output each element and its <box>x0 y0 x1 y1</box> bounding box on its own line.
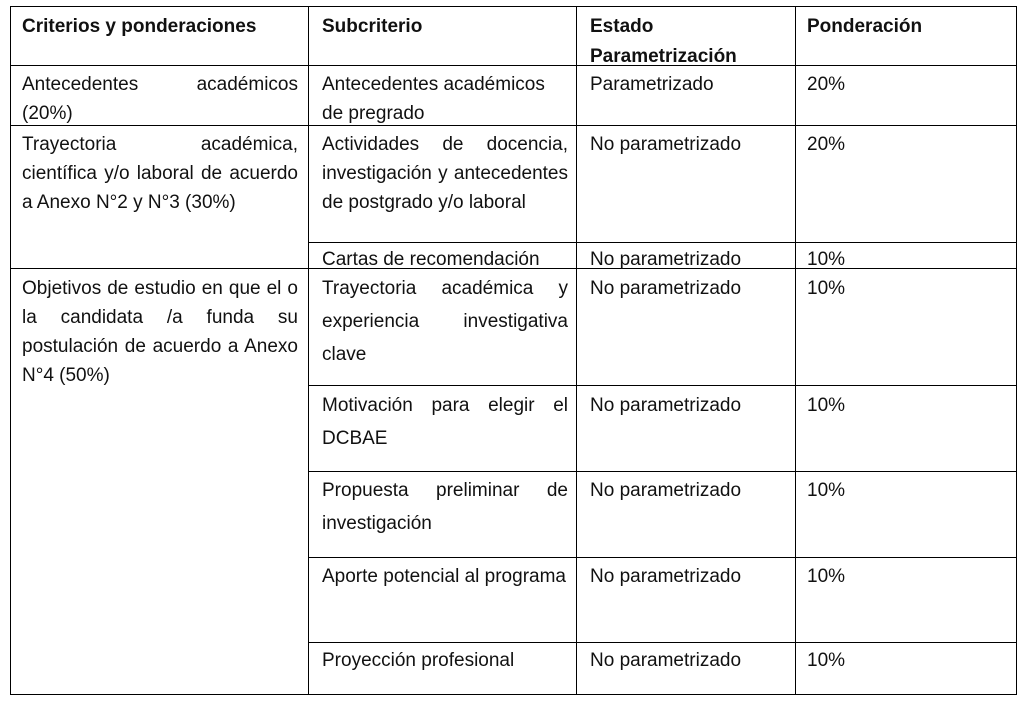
row-divider <box>308 557 1017 558</box>
subcriterio-cell: Proyección profesional <box>322 650 515 671</box>
subcriterio-cell: Actividades de docencia, investigación y antecedentes de postgrado y/o laboral <box>322 134 568 213</box>
criteria-table <box>10 6 1017 695</box>
ponderacion-cell: 10% <box>807 650 846 671</box>
estado-cell: No parametrizado <box>590 249 742 270</box>
estado-cell: No parametrizado <box>590 480 742 501</box>
criterio-cell: Trayectoria académica, científica y/o laboral de acuerdo a Anexo N°2 y N°3 (30%) <box>22 134 298 213</box>
ponderacion-cell: 20% <box>807 74 846 95</box>
estado-cell: No parametrizado <box>590 278 742 299</box>
ponderacion-cell: 10% <box>807 480 846 501</box>
row-divider <box>308 642 1017 643</box>
header-estado: Estado Parametrización <box>590 16 737 67</box>
row-divider <box>10 65 1017 66</box>
subcriterio-cell: Aporte potencial al programa <box>322 566 566 587</box>
column-divider <box>308 6 309 695</box>
subcriterio-cell: Antecedentes académicos de pregrado <box>322 74 545 124</box>
subcriterio-cell: Trayectoria académica y experiencia investigativa clave <box>322 278 568 365</box>
estado-cell: No parametrizado <box>590 395 742 416</box>
estado-cell: Parametrizado <box>590 74 714 95</box>
ponderacion-cell: 10% <box>807 278 846 299</box>
subcriterio-cell: Propuesta preliminar de investigación <box>322 480 568 534</box>
subcriterio-cell: Motivación para elegir el DCBAE <box>322 395 568 449</box>
criterio-cell: Antecedentes académicos (20%) <box>22 74 298 124</box>
criterio-cell: Objetivos de estudio en que el o la candidata /a funda su postulación de acuerdo a Anexo N°4 (50%) <box>22 278 298 386</box>
row-divider <box>308 242 1017 243</box>
column-divider <box>576 6 577 695</box>
table-border-right <box>1016 6 1017 695</box>
estado-cell: No parametrizado <box>590 650 742 671</box>
table-border-top <box>10 6 1017 7</box>
ponderacion-cell: 20% <box>807 134 846 155</box>
column-divider <box>795 6 796 695</box>
header-criterios: Criterios y ponderaciones <box>22 16 257 37</box>
ponderacion-cell: 10% <box>807 566 846 587</box>
header-subcriterio: Subcriterio <box>322 16 423 37</box>
subcriterio-cell: Cartas de recomendación <box>322 249 540 270</box>
ponderacion-cell: 10% <box>807 249 846 270</box>
row-divider <box>308 471 1017 472</box>
header-ponderacion: Ponderación <box>807 16 923 37</box>
estado-cell: No parametrizado <box>590 566 742 587</box>
row-divider <box>308 385 1017 386</box>
ponderacion-cell: 10% <box>807 395 846 416</box>
estado-cell: No parametrizado <box>590 134 742 155</box>
table-border-bottom <box>10 694 1017 695</box>
table-border-left <box>10 6 11 695</box>
